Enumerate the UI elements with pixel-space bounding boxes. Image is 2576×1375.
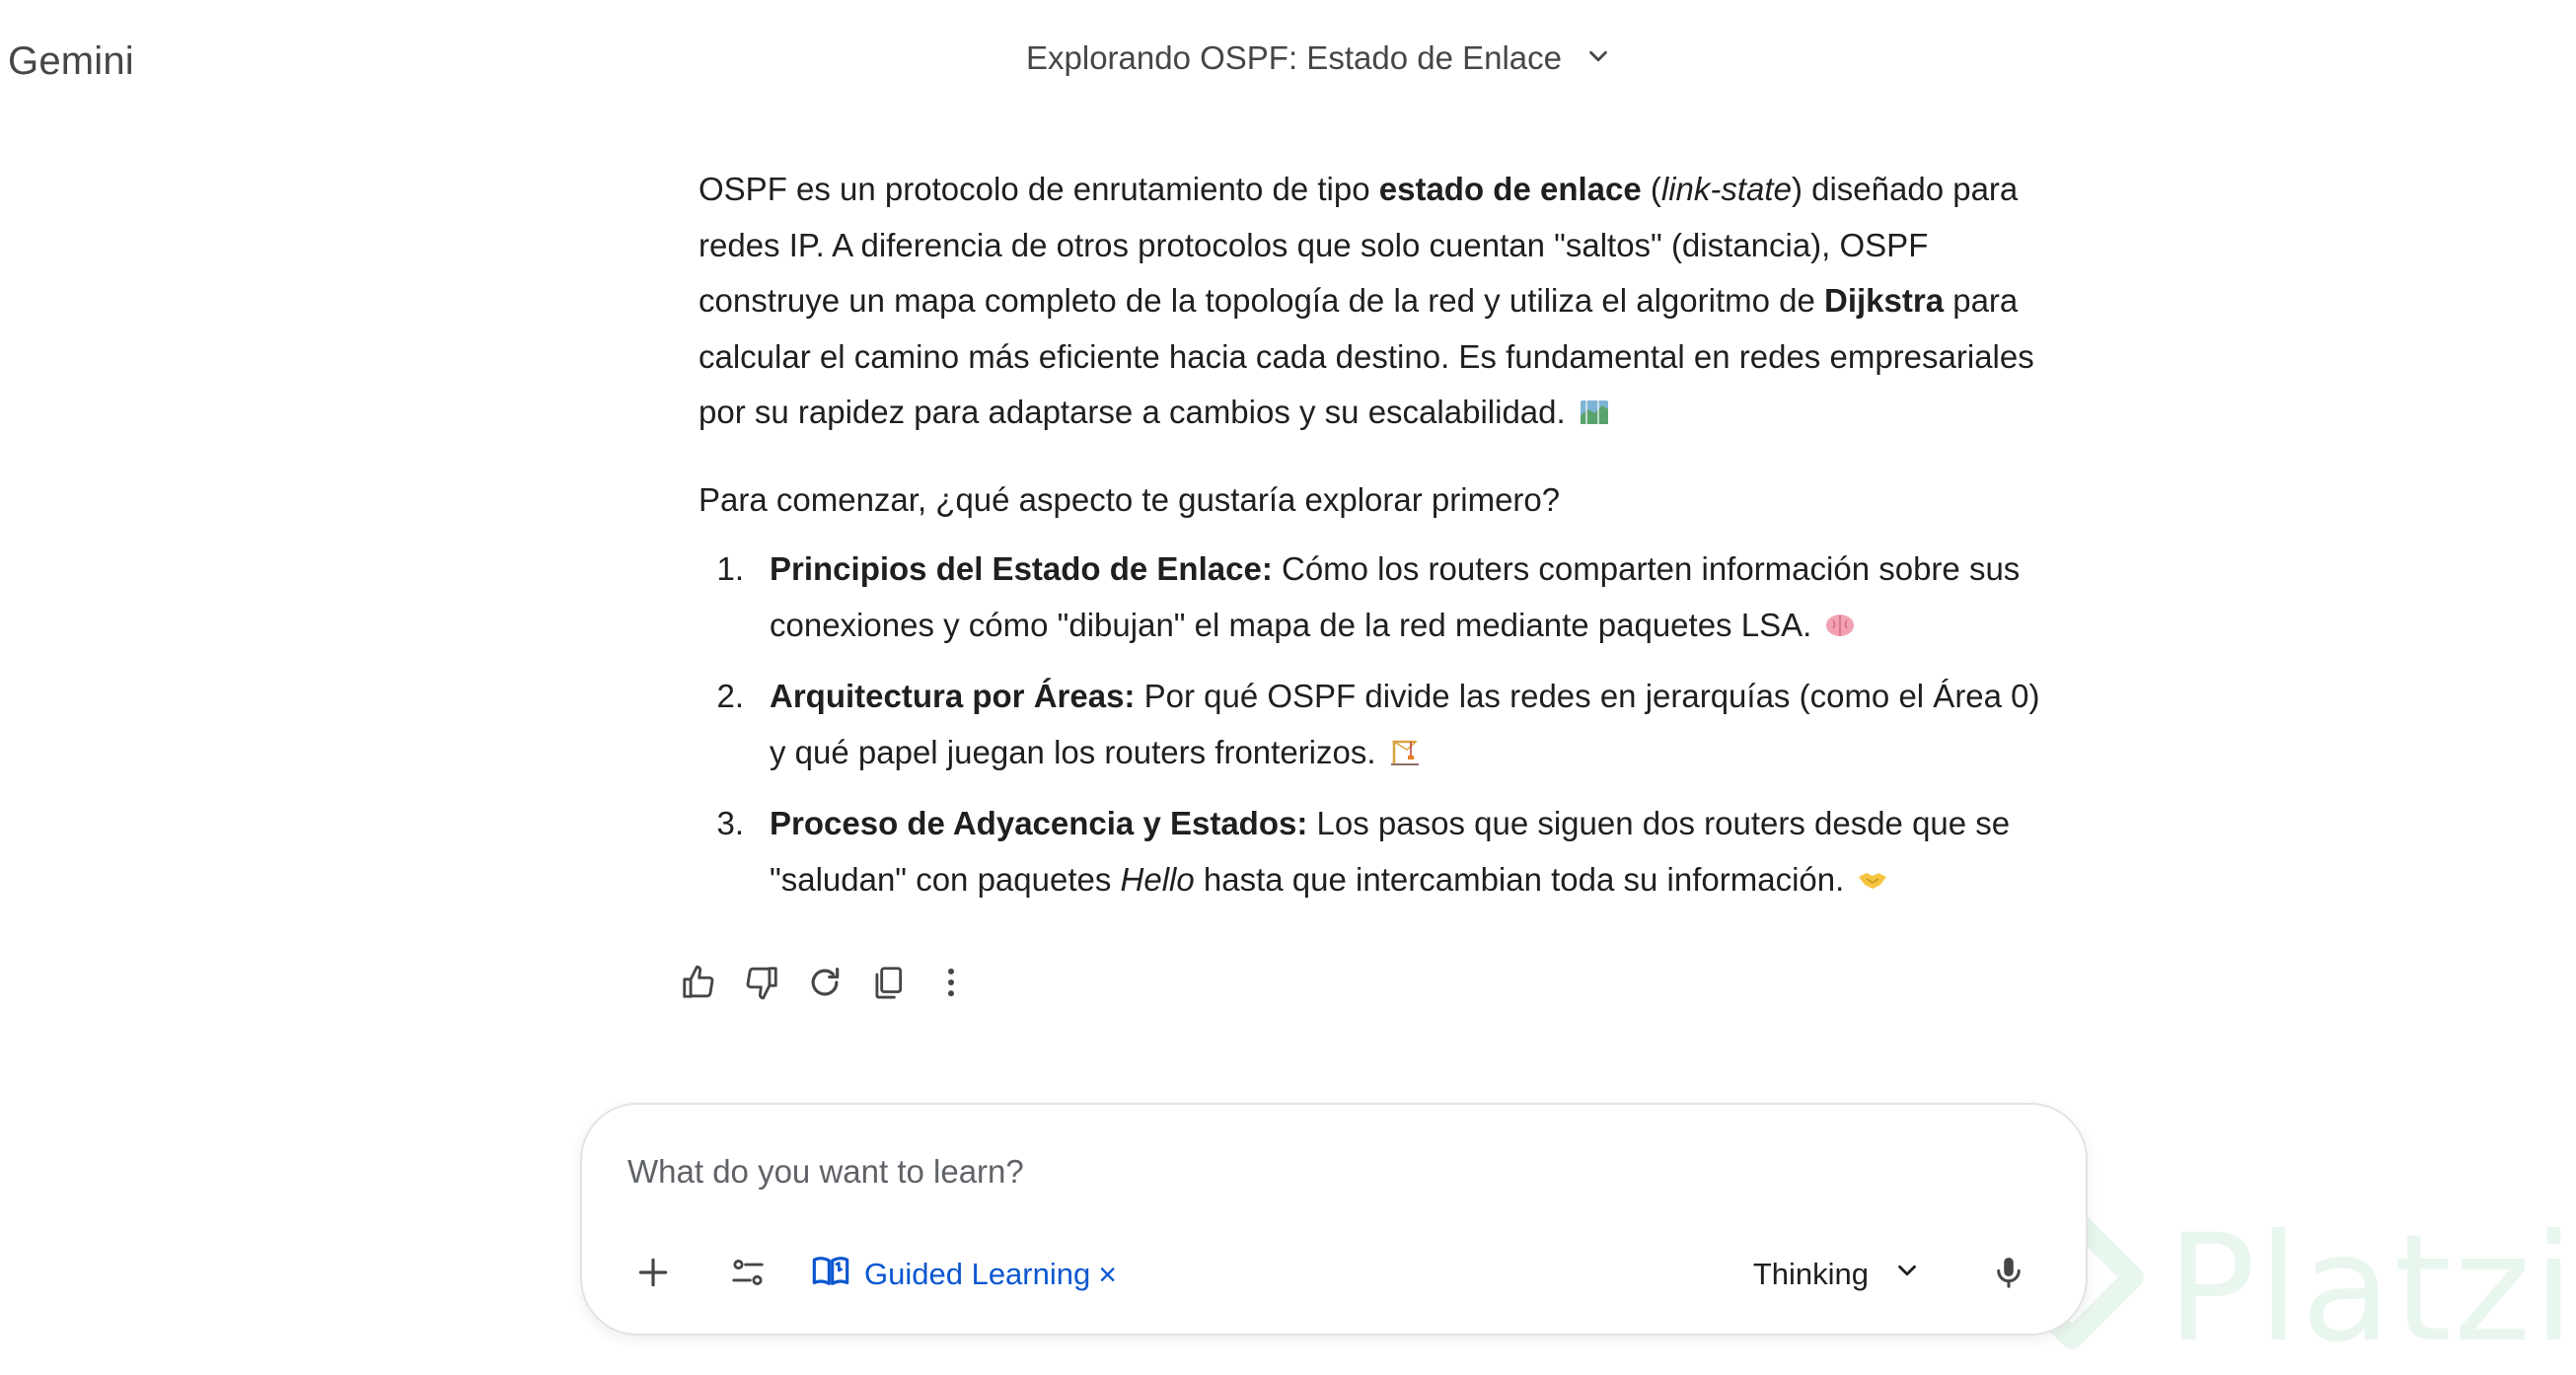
watermark-text: Platzi bbox=[2167, 1203, 2576, 1375]
map-emoji bbox=[1579, 389, 1610, 418]
list-item-text: Cómo los routers comparten información sobre sus conexiones y cómo "dibujan" el mapa de la red mediante paquetes LSA. bbox=[770, 550, 2021, 643]
platzi-watermark bbox=[2003, 1203, 2576, 1375]
list-item-title: Proceso de Adyacencia y Estados: bbox=[770, 805, 1308, 841]
list-item-text: Por qué OSPF divide las redes en jerarquías (como el Área 0) y qué papel juegan los routers fronterizos. bbox=[770, 678, 2040, 770]
chevron-down-icon bbox=[1583, 41, 1613, 76]
add-attachment-button[interactable] bbox=[626, 1247, 681, 1302]
thumbs-up-button[interactable] bbox=[677, 963, 720, 1006]
intro-text: para calcular el camino más eficiente hacia cada destino. Es fundamental en redes empresariales por su rapidez para adaptarse a cambios y su escalabilidad. bbox=[699, 282, 2034, 430]
response-question: Para comenzar, ¿qué aspecto te gustaría explorar primero? bbox=[699, 480, 1561, 518]
response-actions bbox=[677, 963, 973, 1006]
option-list bbox=[699, 542, 2050, 907]
model-label: Thinking bbox=[1752, 1257, 1869, 1291]
conversation-title-menu[interactable] bbox=[1026, 39, 1613, 77]
guided-learning-label: Guided Learning bbox=[864, 1257, 1091, 1291]
list-item bbox=[699, 669, 2050, 780]
list-item bbox=[699, 542, 2050, 653]
intro-text: ) diseñado para redes IP. A diferencia de otros protocolos que solo cuentan "saltos" (distancia), OSPF construye un mapa completo de la topología de la red y utiliza el algoritmo de bbox=[699, 171, 2019, 319]
list-number: 3. bbox=[716, 805, 744, 841]
response-intro-paragraph bbox=[699, 162, 2050, 441]
intro-bold-term: Dijkstra bbox=[1824, 282, 1945, 319]
list-item-text: hasta que intercambian toda su información. bbox=[1194, 860, 1845, 898]
composer-toolbar bbox=[626, 1245, 2036, 1304]
handshake-emoji bbox=[1857, 856, 1888, 886]
intro-text: OSPF es un protocolo de enrutamiento de tipo bbox=[699, 171, 1379, 207]
prompt-input[interactable] bbox=[627, 1142, 2009, 1201]
more-vert-icon bbox=[932, 964, 970, 1006]
microphone-button[interactable] bbox=[1981, 1247, 2036, 1302]
list-item-italic: Hello bbox=[1120, 860, 1195, 898]
tools-button[interactable] bbox=[720, 1247, 775, 1302]
intro-bold-term: estado de enlace bbox=[1378, 171, 1642, 207]
list-item bbox=[699, 796, 2050, 907]
tune-icon bbox=[729, 1254, 767, 1296]
regenerate-icon bbox=[806, 964, 844, 1006]
plus-icon bbox=[634, 1254, 672, 1296]
model-response bbox=[699, 162, 2050, 923]
list-number: 1. bbox=[716, 550, 744, 587]
app-title[interactable]: Gemini bbox=[8, 39, 134, 83]
construction-emoji bbox=[1389, 729, 1421, 759]
brain-emoji bbox=[1824, 602, 1856, 631]
intro-italic-term: link-state bbox=[1660, 171, 1792, 207]
list-item-title: Principios del Estado de Enlace: bbox=[770, 550, 1273, 587]
list-item-title: Arquitectura por Áreas: bbox=[770, 678, 1136, 714]
regenerate-button[interactable] bbox=[803, 963, 846, 1006]
book-icon bbox=[811, 1251, 850, 1298]
copy-button[interactable] bbox=[866, 963, 910, 1006]
intro-text: ( bbox=[1641, 171, 1661, 207]
chevron-down-icon bbox=[1892, 1256, 1922, 1293]
remove-chip-button[interactable]: × bbox=[1098, 1256, 1117, 1292]
microphone-icon bbox=[1990, 1254, 2027, 1296]
guided-learning-chip[interactable] bbox=[811, 1251, 1090, 1298]
more-options-button[interactable] bbox=[929, 963, 973, 1006]
list-number: 2. bbox=[716, 678, 744, 714]
thumbs-down-button[interactable] bbox=[740, 963, 783, 1006]
thumbs-up-icon bbox=[680, 964, 717, 1006]
model-selector[interactable] bbox=[1753, 1256, 1922, 1293]
prompt-composer bbox=[580, 1103, 2088, 1336]
conversation-title: Explorando OSPF: Estado de Enlace bbox=[1026, 39, 1562, 76]
thumbs-down-icon bbox=[743, 964, 780, 1006]
list-item-text: Los pasos que siguen dos routers desde que se "saludan" con paquetes bbox=[770, 805, 2011, 898]
copy-icon bbox=[869, 964, 907, 1006]
